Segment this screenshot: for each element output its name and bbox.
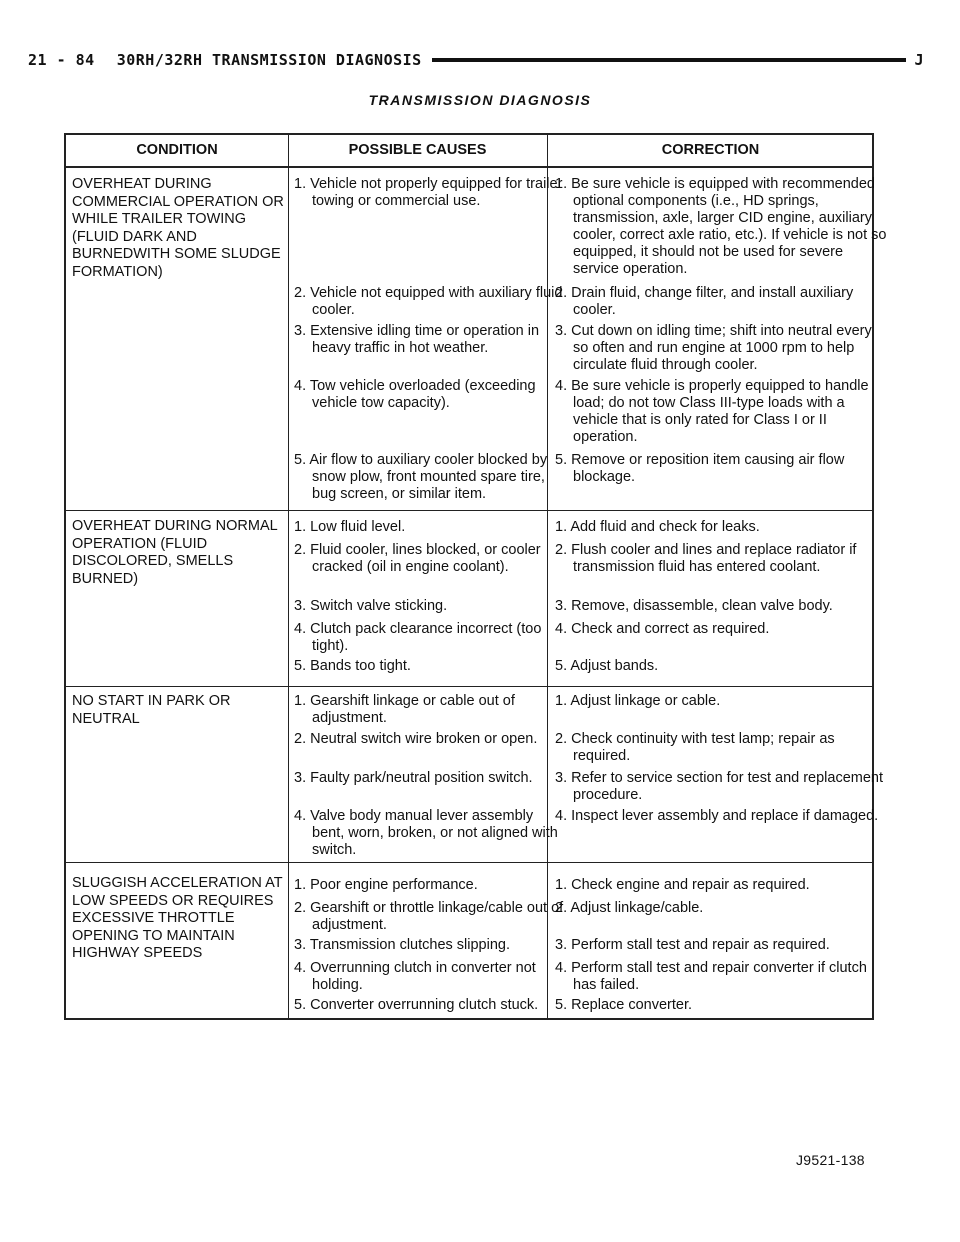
cause-item: 4. Tow vehicle overloaded (exceeding vehicle tow capacity). bbox=[294, 378, 536, 411]
cause-item: 1. Low fluid level. bbox=[294, 519, 406, 535]
condition-cell: NO START IN PARK OR NEUTRAL bbox=[72, 693, 231, 727]
cause-item: 2. Vehicle not equipped with auxiliary fluid cooler. bbox=[294, 285, 563, 318]
figure-id: J9521-138 bbox=[796, 1152, 865, 1168]
cause-item: 3. Faulty park/neutral position switch. bbox=[294, 770, 533, 786]
header-possible-causes: POSSIBLE CAUSES bbox=[348, 142, 487, 158]
page-header bbox=[28, 48, 924, 72]
cause-item: 2. Neutral switch wire broken or open. bbox=[294, 731, 538, 747]
table-row-group bbox=[66, 862, 872, 1021]
cause-item: 1. Vehicle not properly equipped for trailer towing or commercial use. bbox=[294, 176, 563, 209]
cause-item: 4. Valve body manual lever assembly bent, worn, broken, or not aligned with switch. bbox=[294, 808, 558, 858]
page-number: 21 - 84 bbox=[28, 51, 95, 69]
table-header-row bbox=[66, 135, 872, 168]
cause-item: 3. Switch valve sticking. bbox=[294, 598, 448, 614]
condition-cell: OVERHEAT DURING NORMAL OPERATION (FLUID DISCOLORED, SMELLS BURNED) bbox=[72, 518, 278, 587]
table-row-group bbox=[66, 510, 872, 687]
correction-item: 4. Check and correct as required. bbox=[555, 621, 770, 637]
condition-cell: SLUGGISH ACCELERATION AT LOW SPEEDS OR REQUIRES EXCESSIVE THROTTLE OPENING TO MAINTAIN HIGHWAY SPEEDS bbox=[72, 875, 283, 961]
cause-item: 3. Transmission clutches slipping. bbox=[294, 937, 510, 953]
cause-item: 5. Converter overrunning clutch stuck. bbox=[294, 997, 539, 1013]
table-row-group bbox=[66, 686, 884, 863]
correction-item: 2. Check continuity with test lamp; repair as required. bbox=[555, 731, 835, 764]
chapter-title: 30RH/32RH TRANSMISSION DIAGNOSIS bbox=[116, 51, 422, 69]
correction-item: 4. Be sure vehicle is properly equipped to handle load; do not tow Class III-type loads with a vehicle that is only rated for Class I or II operation. bbox=[555, 378, 869, 445]
correction-item: 3. Perform stall test and repair as required. bbox=[555, 937, 830, 953]
correction-item: 3. Refer to service section for test and replacement procedure. bbox=[555, 770, 884, 803]
cause-item: 4. Overrunning clutch in converter not holding. bbox=[294, 960, 536, 993]
correction-item: 2. Flush cooler and lines and replace radiator if transmission fluid has entered coolant. bbox=[555, 542, 857, 575]
cause-item: 4. Clutch pack clearance incorrect (too tight). bbox=[294, 621, 542, 654]
diagnosis-table bbox=[64, 133, 887, 1020]
correction-item: 5. Adjust bands. bbox=[555, 658, 659, 674]
cause-item: 3. Extensive idling time or operation in heavy traffic in hot weather. bbox=[294, 323, 540, 356]
header-rule bbox=[432, 58, 907, 62]
correction-item: 4. Inspect lever assembly and replace if damaged. bbox=[555, 808, 879, 824]
condition-cell: OVERHEAT DURING COMMERCIAL OPERATION OR WHILE TRAILER TOWING (FLUID DARK AND BURNEDWITH SOME SLUDGE FORMATION) bbox=[72, 176, 284, 280]
correction-item: 1. Adjust linkage or cable. bbox=[555, 693, 721, 709]
correction-item: 1. Be sure vehicle is equipped with recommended optional components (i.e., HD springs, transmission, axle, larger CID engine, auxiliary cooler, correct axle ratio, etc.). If vehicle is not so equipped, it should not be used for severe service operation. bbox=[555, 176, 887, 277]
cause-item: 5. Bands too tight. bbox=[294, 658, 411, 674]
correction-item: 4. Perform stall test and repair converter if clutch has failed. bbox=[555, 960, 867, 993]
correction-item: 2. Drain fluid, change filter, and install auxiliary cooler. bbox=[555, 285, 854, 318]
section-letter: J bbox=[914, 51, 924, 69]
cause-item: 5. Air flow to auxiliary cooler blocked by snow plow, front mounted spare tire, bug screen, or similar item. bbox=[294, 452, 548, 502]
cause-item: 2. Fluid cooler, lines blocked, or cooler cracked (oil in engine coolant). bbox=[294, 542, 541, 575]
correction-item: 2. Adjust linkage/cable. bbox=[555, 900, 704, 916]
cause-item: 2. Gearshift or throttle linkage/cable out of adjustment. bbox=[294, 900, 564, 933]
cause-item: 1. Poor engine performance. bbox=[294, 877, 478, 893]
section-title: TRANSMISSION DIAGNOSIS bbox=[368, 92, 592, 108]
correction-item: 5. Remove or reposition item causing air flow blockage. bbox=[555, 452, 845, 485]
correction-item: 3. Remove, disassemble, clean valve body. bbox=[555, 598, 833, 614]
correction-item: 3. Cut down on idling time; shift into neutral every so often and run engine at 1000 rpm to help circulate fluid through cooler. bbox=[555, 323, 872, 373]
correction-item: 5. Replace converter. bbox=[555, 997, 693, 1013]
cause-item: 1. Gearshift linkage or cable out of adjustment. bbox=[294, 693, 515, 726]
header-correction: CORRECTION bbox=[661, 142, 760, 158]
table-row-group bbox=[66, 166, 887, 516]
correction-item: 1. Add fluid and check for leaks. bbox=[555, 519, 760, 535]
correction-item: 1. Check engine and repair as required. bbox=[555, 877, 810, 893]
header-condition: CONDITION bbox=[136, 142, 218, 158]
